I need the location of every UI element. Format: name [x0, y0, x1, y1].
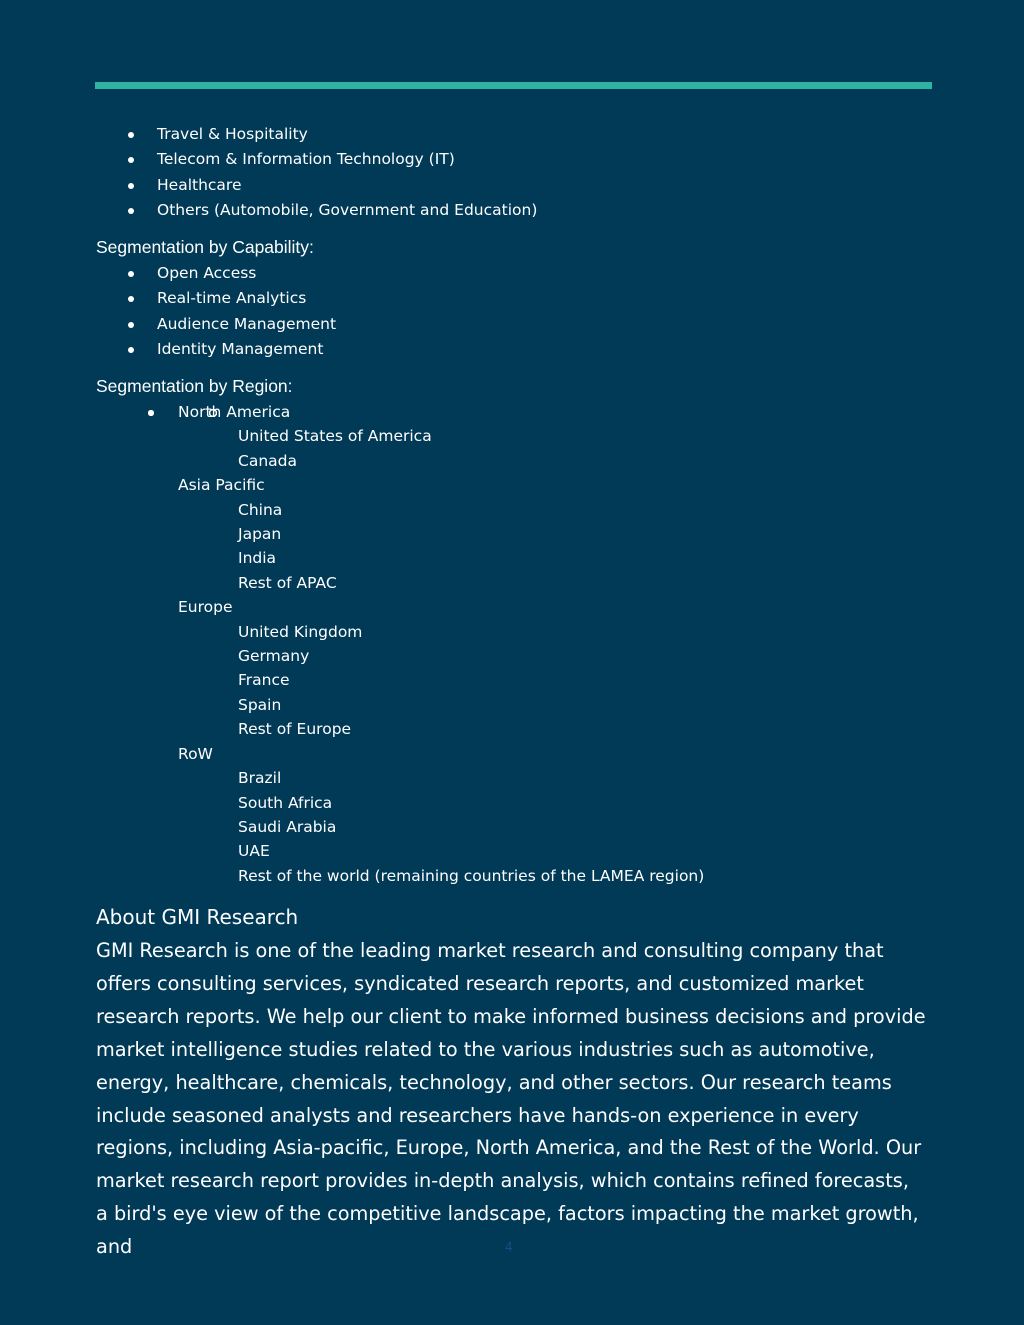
- country-item: Saudi Arabia: [96, 815, 896, 839]
- list-item: Travel & Hospitality: [96, 122, 896, 147]
- header-rule: [95, 82, 932, 89]
- country-item: Japan: [96, 522, 896, 546]
- country-item: Germany: [96, 644, 896, 668]
- country-item: Rest of APAC: [96, 571, 896, 595]
- capability-list: [96, 261, 896, 362]
- country-item: United States of America: [96, 424, 896, 448]
- capability-heading: Segmentation by Capability:: [96, 237, 314, 257]
- country-item: France: [96, 668, 896, 692]
- country-item: South Africa: [96, 791, 896, 815]
- page-number: 4: [505, 1240, 513, 1254]
- region-list: [96, 400, 896, 888]
- list-item: Telecom & Information Technology (IT): [96, 147, 896, 172]
- list-item: Real-time Analytics: [96, 286, 896, 311]
- about-title: About GMI Research: [96, 905, 299, 929]
- region-item: North America: [96, 400, 896, 424]
- list-item: Healthcare: [96, 173, 896, 198]
- region-heading: Segmentation by Region:: [96, 376, 293, 396]
- list-item: Open Access: [96, 261, 896, 286]
- region-item: Asia Pacific: [96, 473, 896, 497]
- country-item: United Kingdom: [96, 620, 896, 644]
- list-item: Audience Management: [96, 312, 896, 337]
- country-item: Spain: [96, 693, 896, 717]
- country-item: India: [96, 546, 896, 570]
- country-item: UAE: [96, 839, 896, 863]
- list-item: Others (Automobile, Government and Education): [96, 198, 896, 223]
- country-item: Brazil: [96, 766, 896, 790]
- about-body: GMI Research is one of the leading market research and consulting company that offers consulting services, syndicated research reports, and customized market research reports. We help our client to make informed business decisions and provide market intelligence studies related to the various industries such as automotive, energy, healthcare, chemicals, technology, and other sectors. Our research teams include seasoned analysts and researchers have hands-on experience in every regions, including Asia-pacific, Europe, North America, and the Rest of the World. Our market research report provides in-depth analysis, which contains refined forecasts, a bird's eye view of the competitive landscape, factors impacting the market growth, and: [96, 939, 926, 1259]
- country-item: Rest of the world (remaining countries of the LAMEA region): [96, 864, 896, 888]
- country-item: Canada: [96, 449, 896, 473]
- region-item: Europe: [96, 595, 896, 619]
- list-item: Identity Management: [96, 337, 896, 362]
- region-item: RoW: [96, 742, 896, 766]
- country-item: Rest of Europe: [96, 717, 896, 741]
- industry-list: [96, 122, 896, 223]
- country-item: China: [96, 498, 896, 522]
